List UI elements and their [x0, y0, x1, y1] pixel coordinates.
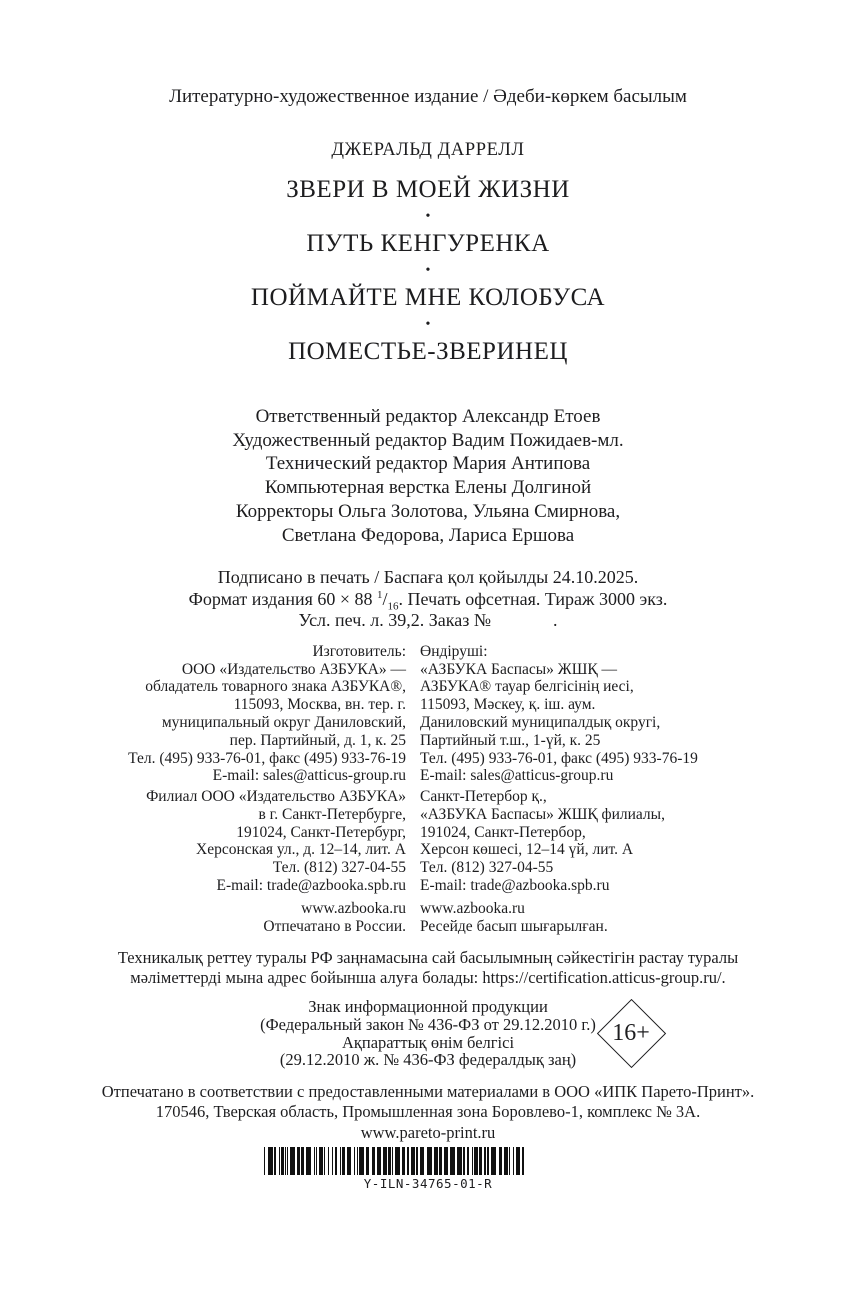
author-name: ДЖЕРАЛЬД ДАРРЕЛЛ [331, 140, 525, 160]
manufacturer-kz-line: Өндіруші: [420, 642, 488, 660]
format-fraction-numerator: 1 [377, 588, 383, 601]
manufacturer-ru-line: 115093, Москва, вн. тер. г. [233, 696, 406, 714]
edition-label: Литературно-художественное издание / Әдеби-көркем басылым [169, 86, 687, 107]
separator-bullet: • [425, 263, 431, 278]
manufacturer-ru-column [104, 643, 406, 785]
information-product-line: (Федеральный закон № 436-ФЗ от 29.12.2010 г.) [260, 1015, 596, 1035]
website-section [104, 900, 752, 936]
website-kz-line: Ресейде басып шығарылған. [420, 917, 608, 935]
barcode-caption: Y-ILN-34765-01-R [363, 1176, 493, 1192]
book-title-3: ПОЙМАЙТЕ МНЕ КОЛОБУСА [250, 284, 606, 311]
manufacturer-ru-line: пер. Партийный, д. 1, к. 25 [229, 731, 406, 749]
information-product-line: (29.12.2010 ж. № 436-ФЗ федералдық заң) [279, 1050, 577, 1070]
printer-line: www.pareto-print.ru [360, 1122, 496, 1142]
branch-kz-line: Тел. (812) 327-04-55 [420, 859, 554, 877]
website-ru-line: www.azbooka.ru [301, 899, 406, 917]
printer-section [0, 1082, 856, 1144]
certification-line: мәліметтерді мына адрес бойынша алуға болады: https://certification.atticus-group.ru/. [130, 968, 726, 988]
format-fraction-denominator: 16 [387, 600, 399, 613]
format-suffix: . Печать офсетная. Тираж 3000 экз. [398, 588, 668, 609]
age-rating-label: 16+ [612, 1020, 650, 1047]
branch-ru-line: E-mail: trade@azbooka.spb.ru [216, 877, 406, 895]
branch-ru-line: Тел. (812) 327-04-55 [272, 859, 406, 877]
website-ru-column [104, 900, 406, 936]
manufacturer-ru-line: муниципальный округ Даниловский, [161, 713, 406, 731]
information-product-line: Знак информационной продукции [308, 997, 548, 1017]
branch-kz-line: «АЗБУКА Баспасы» ЖШҚ филиалы, [420, 805, 665, 823]
branch-kz-line: 191024, Санкт-Петербор, [420, 823, 586, 841]
branch-kz-line: E-mail: trade@azbooka.spb.ru [420, 877, 610, 895]
format-fraction-slash: / [382, 588, 388, 609]
credits-list [0, 405, 856, 547]
information-product-line: Ақпараттық өнім белгісі [341, 1032, 515, 1052]
printer-line: 170546, Тверская область, Промышленная зона Боровлево-1, комплекс № 3А. [155, 1102, 701, 1122]
credit-line: Корректоры Ольга Золотова, Ульяна Смирнова, [235, 500, 621, 522]
barcode-area [0, 1147, 856, 1191]
book-title-4: ПОМЕСТЬЕ-ЗВЕРИНЕЦ [288, 338, 568, 365]
book-titles [0, 176, 856, 366]
credit-line: Художественный редактор Вадим Пожидаев-мл. [232, 429, 624, 451]
certification-notice [0, 948, 856, 988]
website-kz-column [420, 900, 752, 936]
branch-section [104, 788, 752, 895]
branch-kz-column [420, 788, 752, 895]
credit-line: Технический редактор Мария Антипова [265, 453, 591, 475]
separator-bullet: • [425, 209, 431, 224]
branch-ru-line: Филиал ООО «Издательство АЗБУКА» [146, 788, 406, 806]
order-line [0, 610, 856, 632]
manufacturer-ru-line: Тел. (495) 933-76-01, факс (495) 933-76-19 [128, 749, 406, 767]
manufacturer-kz-line: АЗБУКА® тауар белгісінің иесі, [420, 678, 634, 696]
manufacturer-ru-line: Изготовитель: [312, 642, 406, 660]
credit-line: Компьютерная верстка Елены Долгиной [264, 477, 592, 499]
signed-to-print-line: Подписано в печать / Баспаға қол қойылды 24.10.2025. [217, 567, 639, 588]
manufacturer-ru-line: E-mail: sales@atticus-group.ru [212, 767, 406, 785]
manufacturer-kz-line: «АЗБУКА Баспасы» ЖШҚ — [420, 660, 618, 678]
manufacturer-kz-line: Партийный т.ш., 1-үй, к. 25 [420, 731, 601, 749]
manufacturer-ru-line: обладатель товарного знака АЗБУКА®, [145, 678, 406, 696]
format-prefix: Формат издания 60 × 88 [188, 588, 378, 609]
separator-bullet: • [425, 317, 431, 332]
branch-ru-line: 191024, Санкт-Петербург, [236, 823, 406, 841]
branch-ru-line: Херсонская ул., д. 12–14, лит. А [196, 841, 406, 859]
printer-line: Отпечатано в соответствии с предоставленными материалами в ООО «ИПК Парето-Принт». [101, 1081, 755, 1101]
manufacturer-section [104, 643, 752, 785]
branch-ru-column [104, 788, 406, 895]
website-kz-line: www.azbooka.ru [420, 899, 525, 917]
manufacturer-kz-line: 115093, Мәскеу, қ. іш. аум. [420, 696, 596, 714]
book-title-1: ЗВЕРИ В МОЕЙ ЖИЗНИ [286, 176, 570, 203]
credit-line: Светлана Федорова, Лариса Ершова [281, 524, 575, 546]
branch-ru-line: в г. Санкт-Петербурге, [258, 805, 406, 823]
manufacturer-ru-line: ООО «Издательство АЗБУКА» — [181, 660, 406, 678]
manufacturer-kz-line: Тел. (495) 933-76-01, факс (495) 933-76-19 [420, 749, 698, 767]
order-line-text: Усл. печ. л. 39,2. Заказ № [298, 610, 491, 631]
order-line-dot: . [553, 610, 558, 631]
information-product-sign [0, 998, 856, 1068]
manufacturer-kz-line: Даниловский муниципалдық округі, [420, 713, 661, 731]
manufacturer-kz-column [420, 643, 752, 785]
format-line [0, 589, 856, 611]
print-info [0, 567, 856, 632]
branch-kz-line: Санкт-Петербор қ., [420, 788, 547, 806]
branch-kz-line: Херсон көшесі, 12–14 үй, лит. А [420, 841, 634, 859]
age-rating-badge [597, 999, 665, 1067]
information-product-lines [0, 998, 856, 1068]
manufacturer-kz-line: E-mail: sales@atticus-group.ru [420, 767, 614, 785]
book-title-2: ПУТЬ КЕНГУРЕНКА [306, 230, 550, 257]
website-ru-line: Отпечатано в России. [263, 917, 406, 935]
certification-line: Техникалық реттеу туралы РФ заңнамасына сай басылымның сәйкестігін растау туралы [117, 948, 739, 968]
barcode-icon [264, 1147, 592, 1175]
credit-line: Ответственный редактор Александр Етоев [255, 406, 601, 427]
